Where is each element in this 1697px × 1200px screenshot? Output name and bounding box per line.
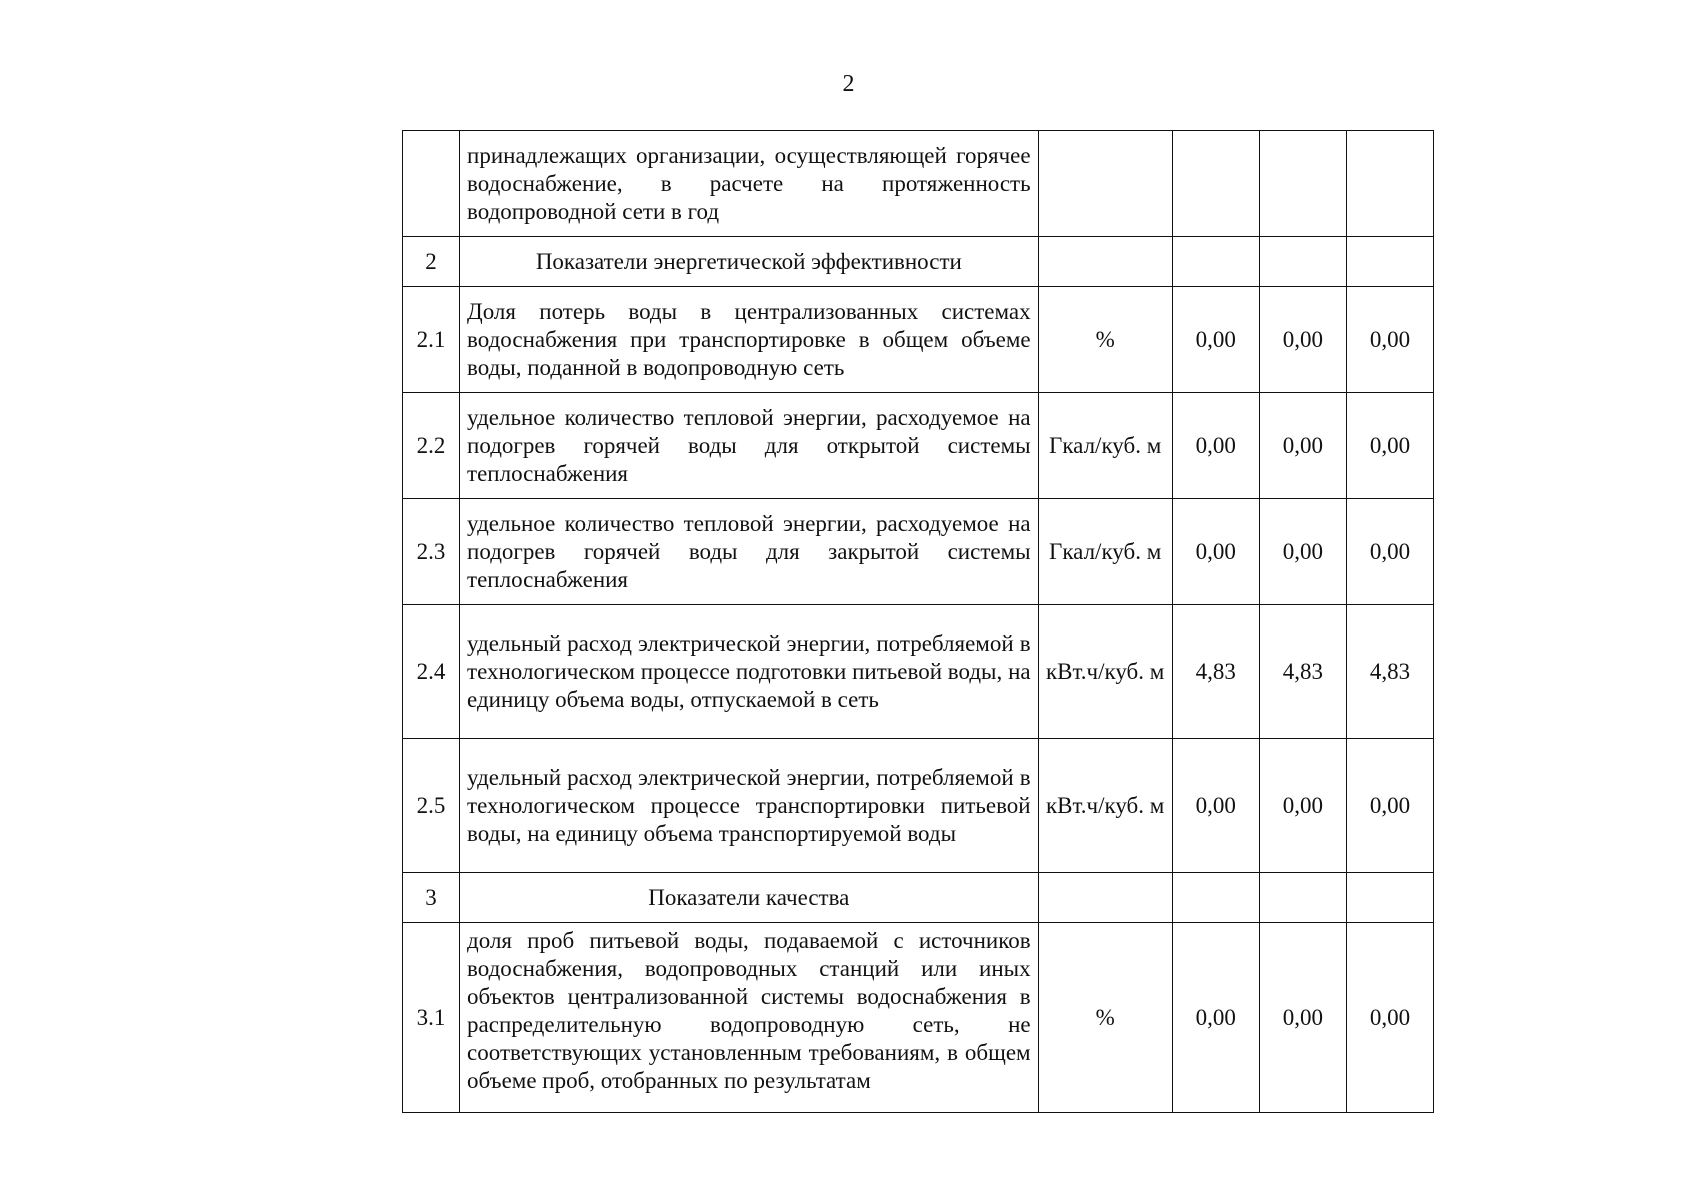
section-number: 3 [403, 873, 460, 923]
section-title: Показатели энергетической эффективности [460, 237, 1039, 287]
table-row [403, 131, 1434, 237]
section-title: Показатели качества [460, 873, 1039, 923]
unit-cell: кВт.ч/куб. м [1038, 739, 1172, 873]
indicator-name: Доля потерь воды в централизованных системах водоснабжения при транспортировке в общем объеме воды, поданной в водопроводную сеть [460, 287, 1039, 393]
row-number: 2.5 [403, 739, 460, 873]
unit-cell: Гкал/куб. м [1038, 499, 1172, 605]
value-cell: 4,83 [1259, 605, 1346, 739]
value-cell: 0,00 [1346, 287, 1433, 393]
value-cell: 0,00 [1172, 287, 1259, 393]
table-row [403, 287, 1434, 393]
value-cell: 0,00 [1346, 739, 1433, 873]
value-cell: 0,00 [1259, 393, 1346, 499]
indicator-name: принадлежащих организации, осуществляющей горячее водоснабжение, в расчете на протяженность водопроводной сети в год [460, 131, 1039, 237]
value-cell: 0,00 [1346, 393, 1433, 499]
row-number: 3.1 [403, 923, 460, 1113]
value-cell [1259, 131, 1346, 237]
value-cell: 4,83 [1346, 605, 1433, 739]
indicator-name: доля проб питьевой воды, подаваемой с источников водоснабжения, водопроводных станций или иных объектов централизованной системы водоснабжения в распределительную водопроводную сеть, не соответствующих установленным требованиям, в общем объеме проб, отобранных по результатам [467, 928, 1031, 1093]
value-cell: 0,00 [1346, 923, 1433, 1113]
table-row [403, 739, 1434, 873]
row-number: 2.2 [403, 393, 460, 499]
value-cell [1346, 873, 1433, 923]
value-cell: 4,83 [1172, 605, 1259, 739]
indicators-table [402, 130, 1434, 1113]
table-row [403, 499, 1434, 605]
value-cell [1346, 131, 1433, 237]
section-row [403, 237, 1434, 287]
indicator-name: удельный расход электрической энергии, потребляемой в технологическом процессе подготовки питьевой воды, на единицу объема воды, отпускаемой в сеть [460, 605, 1039, 739]
indicator-name-cell [460, 923, 1039, 1113]
section-number: 2 [403, 237, 460, 287]
unit-cell: Гкал/куб. м [1038, 393, 1172, 499]
row-number: 2.3 [403, 499, 460, 605]
row-number [403, 131, 460, 237]
unit-cell: кВт.ч/куб. м [1038, 605, 1172, 739]
value-cell: 0,00 [1172, 739, 1259, 873]
value-cell: 0,00 [1259, 739, 1346, 873]
page-number: 2 [842, 71, 855, 97]
value-cell: 0,00 [1259, 923, 1346, 1113]
row-number: 2.4 [403, 605, 460, 739]
unit-cell [1038, 237, 1172, 287]
value-cell [1259, 873, 1346, 923]
value-cell: 0,00 [1172, 499, 1259, 605]
section-row [403, 873, 1434, 923]
value-cell [1172, 237, 1259, 287]
unit-cell: % [1038, 287, 1172, 393]
table-row [403, 605, 1434, 739]
value-cell [1172, 873, 1259, 923]
unit-cell: % [1038, 923, 1172, 1113]
value-cell: 0,00 [1259, 499, 1346, 605]
table-row [403, 393, 1434, 499]
unit-cell [1038, 131, 1172, 237]
indicator-name: удельное количество тепловой энергии, расходуемое на подогрев горячей воды для закрытой системы теплоснабжения [460, 499, 1039, 605]
table-row [403, 923, 1434, 1113]
value-cell: 0,00 [1172, 393, 1259, 499]
unit-cell [1038, 873, 1172, 923]
value-cell [1346, 237, 1433, 287]
row-number: 2.1 [403, 287, 460, 393]
value-cell: 0,00 [1346, 499, 1433, 605]
value-cell: 0,00 [1172, 923, 1259, 1113]
value-cell: 0,00 [1259, 287, 1346, 393]
value-cell [1172, 131, 1259, 237]
indicator-name: удельный расход электрической энергии, потребляемой в технологическом процессе транспортировки питьевой воды, на единицу объема транспортируемой воды [460, 739, 1039, 873]
value-cell [1259, 237, 1346, 287]
indicator-name: удельное количество тепловой энергии, расходуемое на подогрев горячей воды для открытой системы теплоснабжения [460, 393, 1039, 499]
